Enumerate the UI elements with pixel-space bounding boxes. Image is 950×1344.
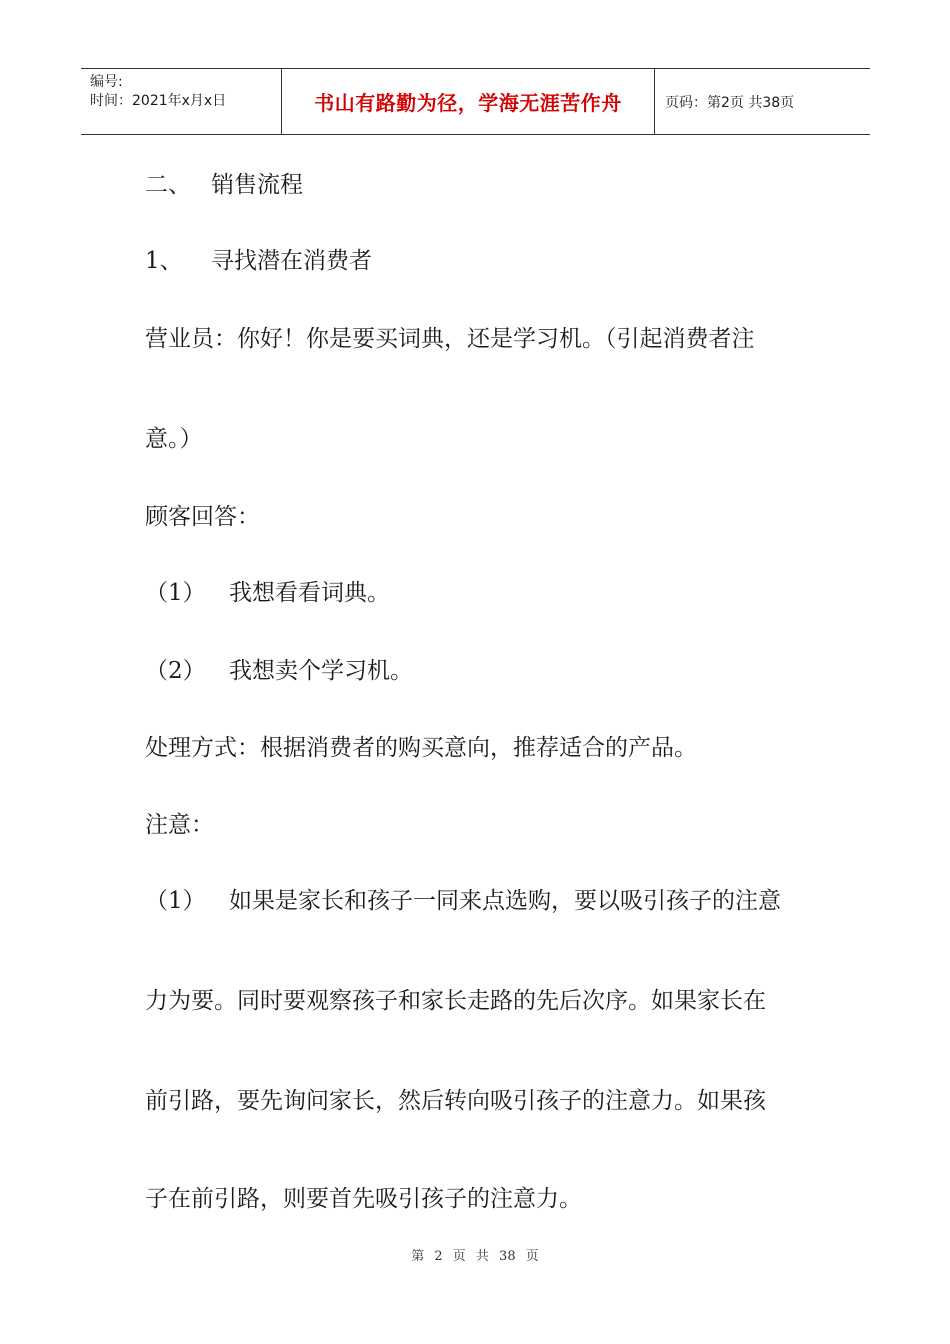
list-item-text: 我想看看词典。 (229, 580, 390, 606)
page-header (81, 68, 870, 135)
time-label: 时间：2021年x月x日 (90, 93, 227, 109)
section-number: 二、 (145, 172, 191, 198)
page-footer: 第 2 页 共 38 页 (411, 1249, 539, 1264)
header-motto-cell (282, 69, 655, 134)
paragraph-line: 前引路，要先询问家长，然后转向吸引孩子的注意力。如果孩 (145, 1088, 766, 1114)
subsection-heading (145, 246, 372, 276)
list-item-number: （2） (145, 658, 206, 684)
header-motto: 书山有路勤为径，学海无涯苦作舟 (314, 91, 622, 115)
paragraph-line: 营业员：你好！你是要买词典，还是学习机。（引起消费者注 (145, 326, 755, 352)
paragraph-line: 顾客回答： (145, 504, 260, 530)
section-title: 销售流程 (211, 172, 303, 198)
subsection-title: 寻找潜在消费者 (211, 248, 372, 274)
header-page-info-cell (655, 69, 870, 134)
subsection-number: 1、 (145, 248, 183, 274)
number-label: 编号: (90, 74, 123, 90)
paragraph-line: 意。） (145, 426, 203, 452)
list-item-text: 如果是家长和孩子一同来点选购，要以吸引孩子的注意 (229, 888, 781, 914)
list-item (145, 886, 781, 916)
list-item (145, 578, 390, 608)
paragraph-line: 子在前引路，则要首先吸引孩子的注意力。 (145, 1186, 582, 1212)
paragraph-line: 处理方式：根据消费者的购买意向，推荐适合的产品。 (145, 735, 697, 761)
list-item-number: （1） (145, 580, 206, 606)
list-item-text: 我想卖个学习机。 (229, 658, 413, 684)
paragraph-line: 力为要。同时要观察孩子和家长走路的先后次序。如果家长在 (145, 988, 766, 1014)
section-heading (145, 170, 303, 200)
list-item-number: （1） (145, 888, 206, 914)
header-left-cell (81, 69, 282, 134)
paragraph-line: 注意： (145, 812, 214, 838)
header-page-info: 页码：第2页 共38页 (665, 94, 795, 111)
list-item (145, 656, 413, 686)
